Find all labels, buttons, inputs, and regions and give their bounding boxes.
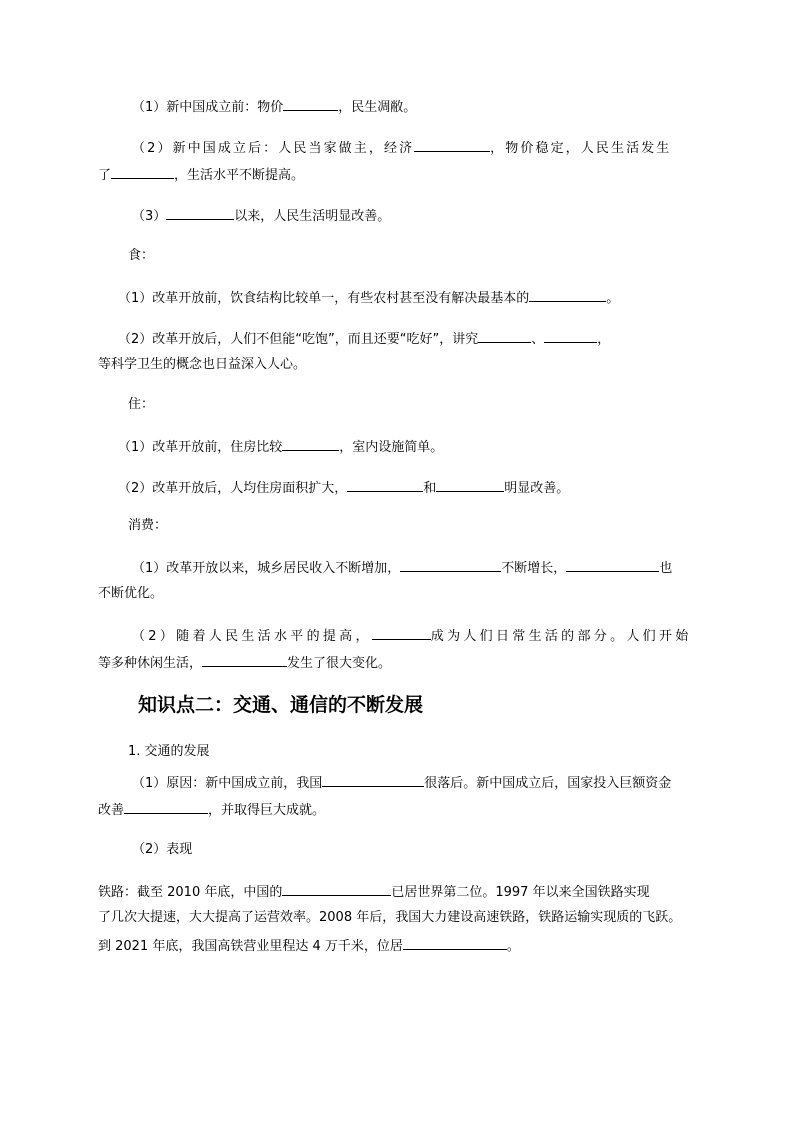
item-text: 很落后。新中国成立后，国家投入巨额资金 <box>424 776 672 791</box>
transport-reason <box>132 774 671 792</box>
item-text: （2）改革开放后，人们不但能“吃饱”，而且还要“吃好”，讲究 <box>118 332 479 347</box>
fill-blank[interactable] <box>436 479 504 492</box>
transport-manifestation: （2）表现 <box>132 842 193 857</box>
item-text: （1）改革开放前，饮食结构比较单一，有些农村甚至没有解决最基本的 <box>118 291 530 306</box>
item-text: 发生了很大变化。 <box>287 656 392 671</box>
item-text: 改善 <box>98 803 125 818</box>
fill-blank[interactable] <box>566 559 659 572</box>
item-text: （2）改革开放后，人均住房面积扩大， <box>118 481 348 496</box>
item-text: 。 <box>506 939 520 954</box>
item-text: ，室内设施简单。 <box>339 440 444 455</box>
food-label: 食： <box>128 248 155 263</box>
post-1949-item <box>132 139 671 157</box>
fill-blank[interactable] <box>282 438 339 451</box>
food-item-2 <box>118 330 610 348</box>
housing-item-2 <box>118 479 569 497</box>
since-item <box>132 207 390 225</box>
food-item-1 <box>118 289 619 307</box>
item-text: 成为人们日常生活的部分。人们开始 <box>430 629 692 644</box>
fill-blank[interactable] <box>400 559 501 572</box>
fill-blank[interactable] <box>283 98 338 111</box>
section-heading: 知识点二：交通、通信的不断发展 <box>138 694 424 716</box>
item-text: 铁路：截至 2010 年底，中国的 <box>98 885 283 900</box>
housing-item-1 <box>118 438 443 456</box>
pre-1949-item <box>132 98 416 116</box>
consumption-label: 消费： <box>128 518 168 533</box>
item-text: （1）原因：新中国成立前，我国 <box>132 776 323 791</box>
item-text: 和 <box>423 481 437 496</box>
fill-blank[interactable] <box>529 289 606 302</box>
item-text: 了 <box>98 168 112 183</box>
item-text: （2）随着人民生活水平的提高， <box>132 629 372 644</box>
item-text: ，物价稳定，人民生活发生 <box>490 141 672 156</box>
fill-blank[interactable] <box>166 207 234 220</box>
fill-blank[interactable] <box>372 627 431 640</box>
fill-blank[interactable] <box>282 883 391 896</box>
fill-blank[interactable] <box>202 654 287 667</box>
railway-line-2: 了几次大提速，大大提高了运营效率。2008 年后，我国大力建设高速铁路，铁路运输实现质的飞跃。 <box>98 910 682 925</box>
fill-blank[interactable] <box>124 801 208 814</box>
fill-blank[interactable] <box>322 774 424 787</box>
consumption-item-2-cont <box>98 654 391 672</box>
fill-blank[interactable] <box>347 479 423 492</box>
transport-reason-cont <box>98 801 325 819</box>
fill-blank[interactable] <box>414 139 490 152</box>
fill-blank[interactable] <box>478 330 531 343</box>
transport-subheading: 1. 交通的发展 <box>128 744 210 759</box>
consumption-item-1 <box>132 559 672 577</box>
item-text: 不断增长， <box>501 561 567 576</box>
fill-blank[interactable] <box>111 166 174 179</box>
consumption-item-2 <box>132 627 692 645</box>
item-text: （1）改革开放以来，城乡居民收入不断增加， <box>132 561 401 576</box>
item-text: 明显改善。 <box>504 481 570 496</box>
food-item-2-cont: 等科学卫生的概念也日益深入人心。 <box>98 357 307 372</box>
item-text: 到 2021 年底，我国高铁营业里程达 4 万千米，位居 <box>98 939 403 954</box>
post-1949-item-cont <box>98 166 304 184</box>
item-text: （2）新中国成立后：人民当家做主，经济 <box>132 141 415 156</box>
railway-line-3 <box>98 937 520 955</box>
item-text: 以来，人民生活明显改善。 <box>234 209 391 224</box>
fill-blank[interactable] <box>403 937 507 950</box>
item-text: 、 <box>531 332 545 347</box>
item-text: 等多种休闲生活， <box>98 656 203 671</box>
fill-blank[interactable] <box>544 330 597 343</box>
housing-label: 住： <box>128 397 155 412</box>
item-text: ，民生凋敝。 <box>338 100 417 115</box>
item-text: ，生活水平不断提高。 <box>174 168 305 183</box>
item-text: （1）新中国成立前：物价 <box>132 100 284 115</box>
item-text: ， <box>597 332 611 347</box>
railway-line-1 <box>98 883 650 901</box>
item-text: ，并取得巨大成就。 <box>208 803 326 818</box>
item-text: 也 <box>659 561 673 576</box>
consumption-item-1-cont: 不断优化。 <box>98 586 164 601</box>
item-text: （3） <box>132 209 167 224</box>
item-text: 已居世界第二位。1997 年以来全国铁路实现 <box>391 885 650 900</box>
item-text: （1）改革开放前，住房比较 <box>118 440 283 455</box>
item-text: 。 <box>606 291 620 306</box>
